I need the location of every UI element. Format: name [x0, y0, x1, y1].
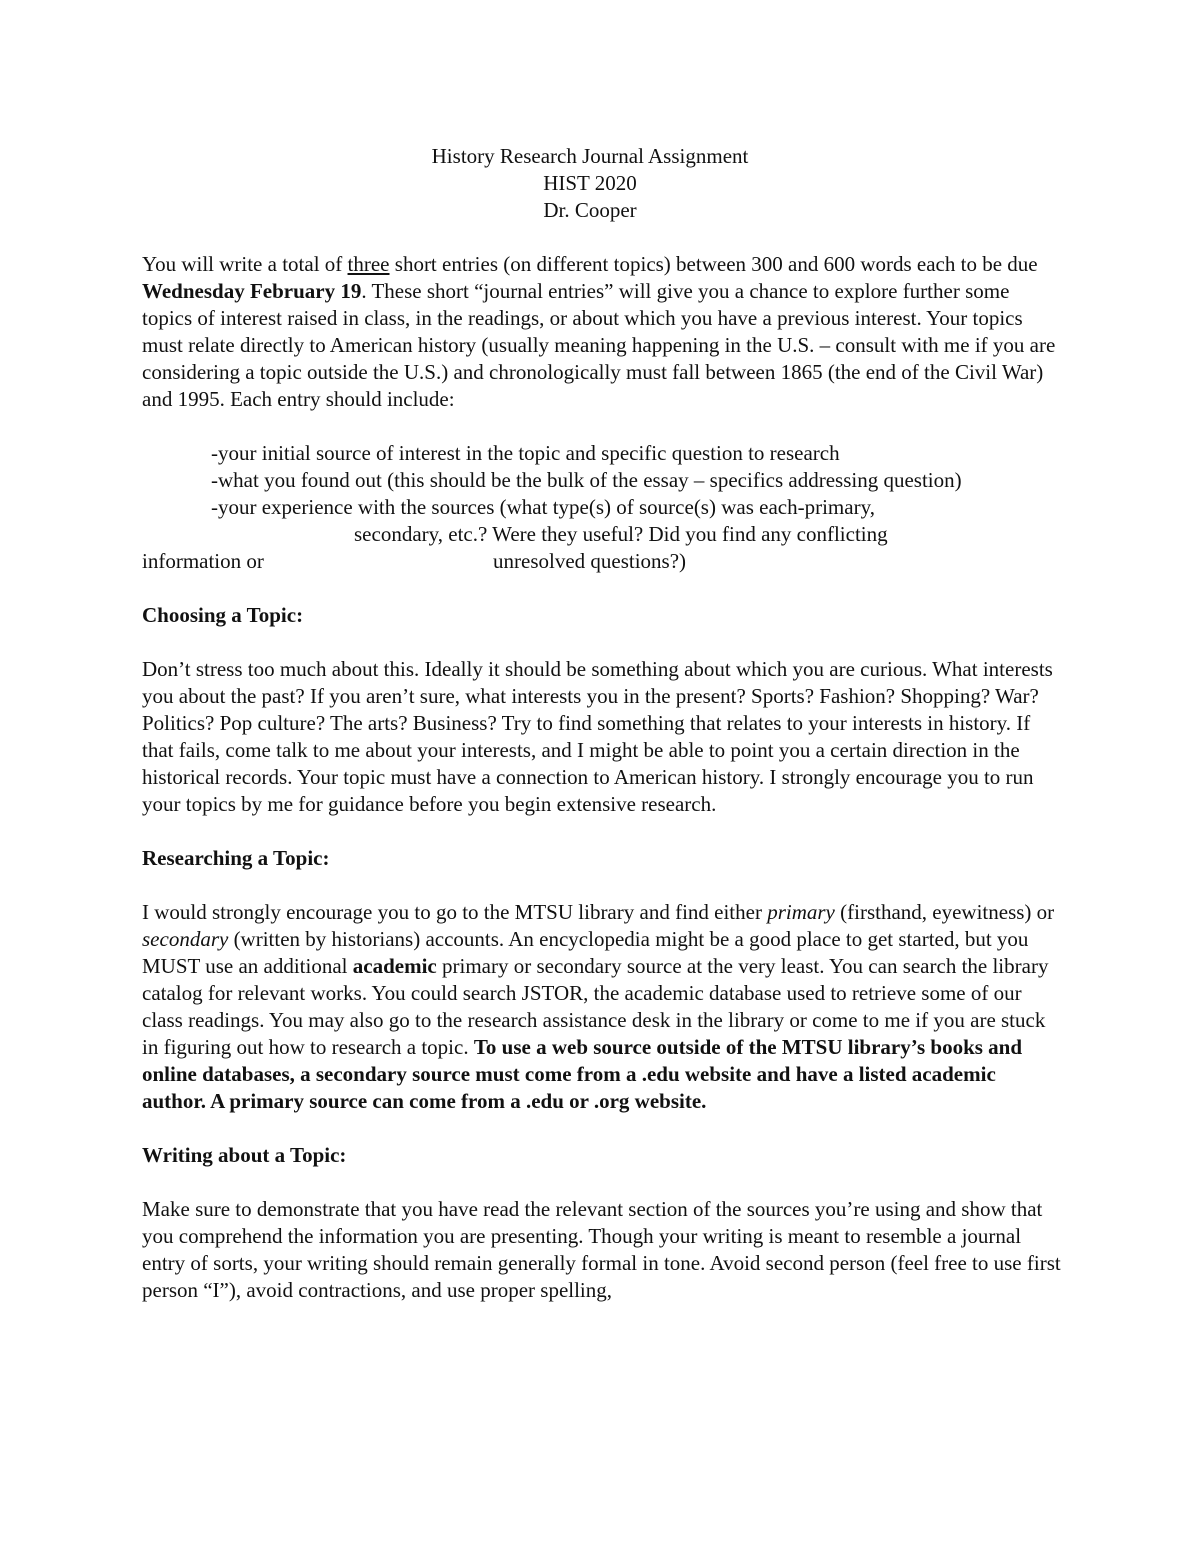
- document-title: History Research Journal Assignment: [431, 144, 749, 168]
- choosing-paragraph: Don’t stress too much about this. Ideally it should be something about which you are curious. What interests you about the past? If you aren’t sure, what interests you in the present? Sports? Fashion? Shopping? War? Politics? Pop culture? The arts? Business? Try to find something that relates to your interests in history. If that fails, come talk to me about your interests, and I might be able to point you a certain direction in the historical records. Your topic must have a connection to American history. I strongly encourage you to run your topics by me for guidance before you begin extensive research.: [142, 657, 1053, 816]
- intro-text-2: short entries (on different topics) between 300 and 600 words each to be due: [389, 252, 1038, 276]
- list-item: -what you found out (this should be the bulk of the essay – specifics addressing question): [211, 468, 962, 492]
- writing-paragraph: Make sure to demonstrate that you have read the relevant section of the sources you’re using and show that you comprehend the information you are presenting. Though your writing is meant to resemble a journal entry of sorts, your writing should remain generally formal in tone. Avoid second person (feel free to use first person “I”), avoid contractions, and use proper spelling,: [142, 1197, 1061, 1302]
- title-block: [118, 143, 1062, 224]
- secondary-italic: secondary: [142, 927, 229, 951]
- researching-paragraph: [142, 899, 1062, 1115]
- research-text-3: (written by historians) accounts. An encyclopedia might be a good place to get started, but you MUST use an additional: [142, 927, 1029, 978]
- list-item: -your initial source of interest in the topic and specific question to research: [211, 441, 840, 465]
- document-body: [142, 143, 1062, 1331]
- list-item: -your experience with the sources (what type(s) of source(s) was each-primary,: [211, 495, 875, 519]
- intro-paragraph: [142, 251, 1062, 413]
- course-code: HIST 2020: [543, 171, 637, 195]
- research-text-1: I would strongly encourage you to go to the MTSU library and find either: [142, 900, 768, 924]
- list-item-right-text: unresolved questions?): [493, 549, 687, 573]
- research-text-2: (firsthand, eyewitness) or: [834, 900, 1055, 924]
- intro-text-3: . These short “journal entries” will give you a chance to explore further some topics of interest raised in class, in the readings, or about which you have a previous interest. Your topics must relate directly to American history (usually meaning happening in the U.S. – consult with me if you are considering a topic outside the U.S.) and chronologically must fall between 1865 (the end of the Civil War) and 1995. Each entry should include:: [142, 279, 1056, 411]
- due-date: Wednesday February 19: [142, 279, 362, 303]
- list-item-continuation-2: [142, 548, 1062, 575]
- intro-text-1: You will write a total of: [142, 252, 348, 276]
- choosing-heading: Choosing a Topic:: [142, 603, 304, 627]
- entry-requirements-list: [142, 440, 1062, 575]
- researching-heading: Researching a Topic:: [142, 846, 330, 870]
- web-source-rule: To use a web source outside of the MTSU library’s books and online databases, a secondary source must come from a .edu website and have a listed academic author. A primary source can come from a .edu or .org website.: [142, 1035, 1023, 1113]
- academic-bold: academic: [352, 954, 437, 978]
- writing-heading: Writing about a Topic:: [142, 1143, 347, 1167]
- list-item-left-text: information or: [142, 549, 264, 573]
- research-text-4: primary or secondary source at the very least. You can search the library catalog for relevant works. You could search JSTOR, the academic database used to retrieve some of our class readings. You may also go to the research assistance desk in the library or come to me if you are stuck in figuring out how to research a topic.: [142, 954, 1049, 1059]
- primary-italic: primary: [767, 900, 835, 924]
- instructor-name: Dr. Cooper: [543, 198, 637, 222]
- three-underlined: three: [347, 252, 390, 276]
- list-item-continuation: secondary, etc.? Were they useful? Did you find any conflicting: [354, 522, 888, 546]
